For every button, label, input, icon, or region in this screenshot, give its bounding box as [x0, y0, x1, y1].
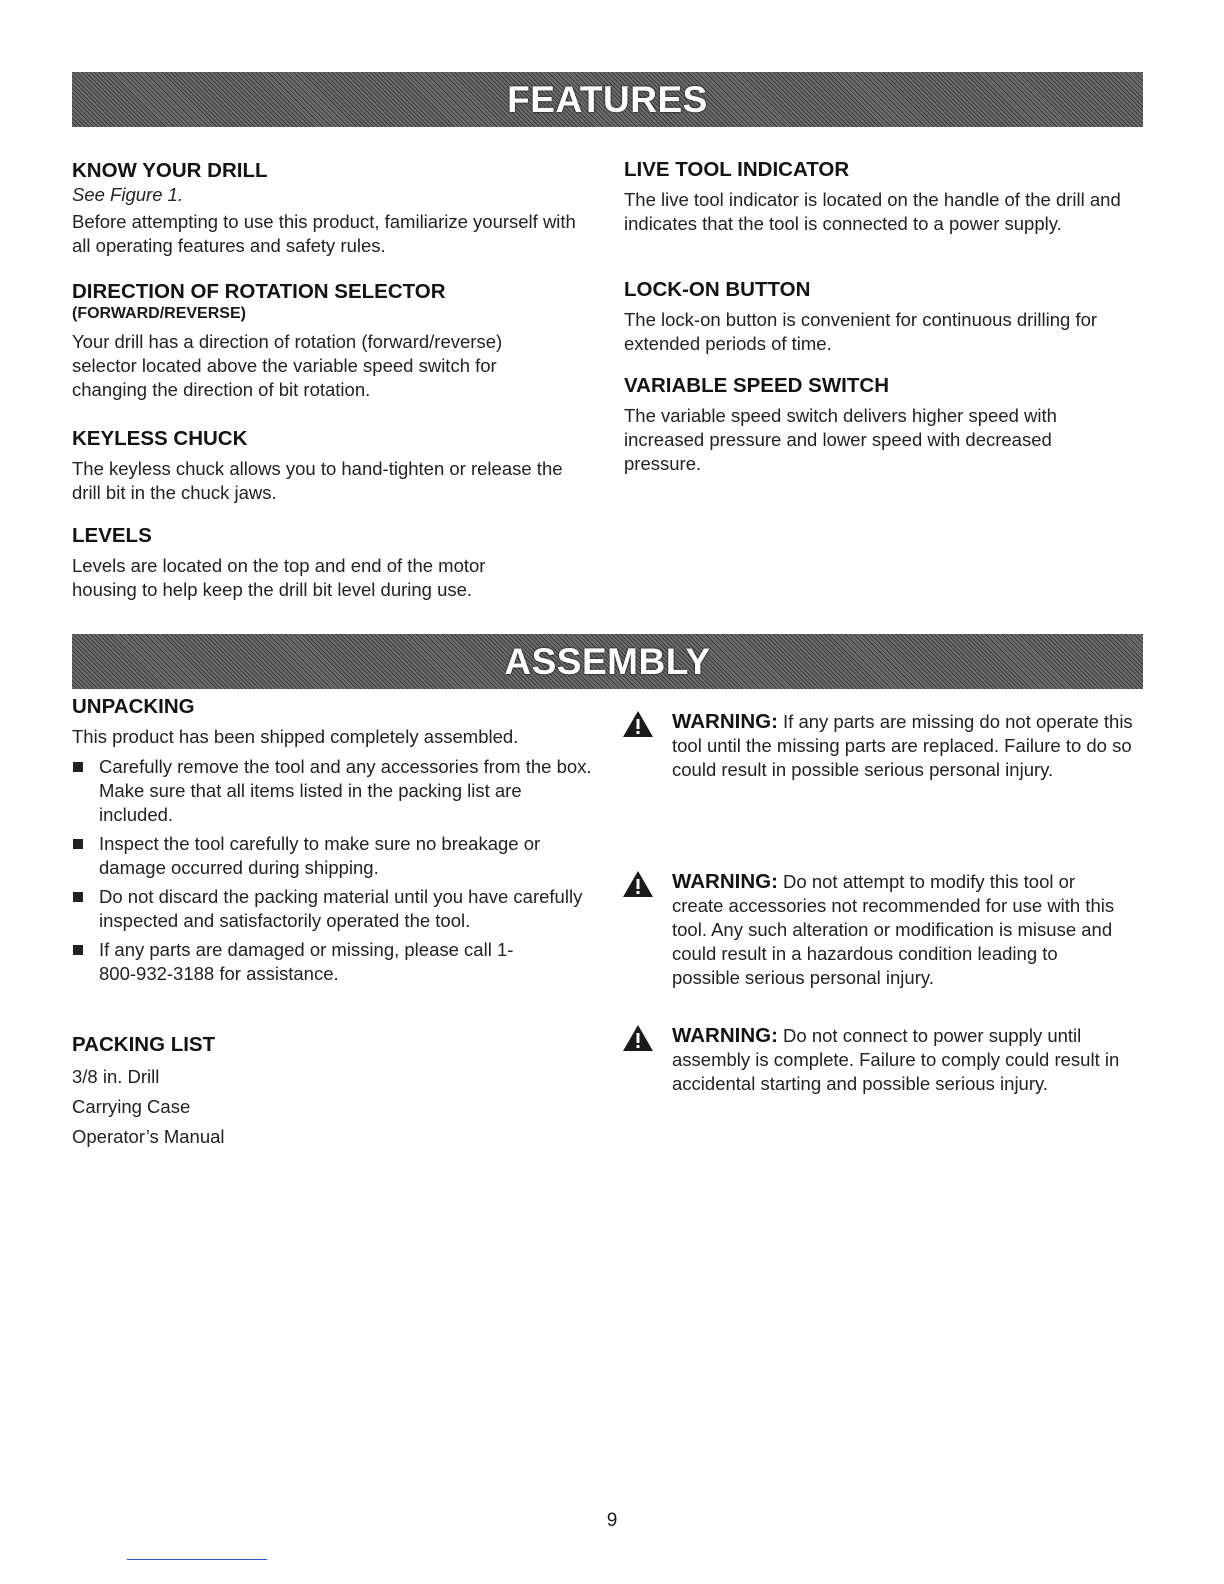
live-tool-indicator-section — [624, 158, 1144, 236]
page-number: 9 — [606, 1510, 618, 1531]
direction-selector-text: Your drill has a direction of rotation (forward/reverse) selector located above the variable speed switch for changing the direction of bit rotation. — [72, 331, 503, 400]
warning-label: WARNING: — [672, 710, 778, 733]
warning-text: Do not connect to power supply until assembly is complete. Failure to comply could result in accidental starting and possible serious injury. — [672, 1025, 1120, 1094]
lock-on-button-section — [624, 278, 1154, 356]
warning-label: WARNING: — [672, 870, 778, 893]
list-item: Carefully remove the tool and any accessories from the box. Make sure that all items listed in the packing list are included. — [72, 755, 597, 827]
live-tool-indicator-text: The live tool indicator is located on the handle of the drill and indicates that the tool is connected to a power supply. — [624, 189, 1121, 234]
know-your-drill-text: Before attempting to use this product, familiarize yourself with all operating features and safety rules. — [72, 211, 576, 256]
warning-text: Do not attempt to modify this tool or create accessories not recommended for use with this tool. Any such alteration or modification is misuse and could result in a hazardous condition leading to possible serious personal injury. — [672, 871, 1115, 988]
direction-selector-section — [72, 280, 592, 402]
unpacking-section — [72, 695, 597, 991]
bullet-square-icon — [73, 839, 83, 849]
keyless-chuck-section — [72, 427, 592, 505]
variable-speed-switch-section — [624, 374, 1144, 476]
packing-list-heading: PACKING LIST — [72, 1033, 216, 1056]
unpacking-text: This product has been shipped completely assembled. — [72, 726, 519, 747]
levels-heading: LEVELS — [72, 524, 152, 547]
levels-section — [72, 524, 592, 602]
assembly-title: ASSEMBLY — [504, 640, 711, 682]
warning-block-2 — [622, 870, 1152, 990]
levels-text: Levels are located on the top and end of the motor housing to help keep the drill bit level during use. — [72, 555, 486, 600]
live-tool-indicator-heading: LIVE TOOL INDICATOR — [624, 158, 850, 181]
packing-list-item: 3/8 in. Drill — [72, 1066, 160, 1087]
list-item: Inspect the tool carefully to make sure no breakage or damage occurred during shipping. — [72, 832, 597, 880]
keyless-chuck-heading: KEYLESS CHUCK — [72, 427, 248, 450]
direction-selector-subheading: (FORWARD/REVERSE) — [72, 305, 246, 322]
unpacking-list — [72, 755, 597, 986]
figure-reference: See Figure 1. — [72, 184, 184, 205]
know-your-drill-heading: KNOW YOUR DRILL — [72, 159, 268, 182]
features-banner — [72, 72, 1143, 127]
warning-text: If any parts are missing do not operate this tool until the missing parts are replaced. Failure to do so could result in possible serious personal injury. — [672, 711, 1133, 780]
warning-block-1 — [622, 710, 1152, 782]
assembly-banner — [72, 634, 1143, 689]
packing-list-item: Carrying Case — [72, 1096, 191, 1117]
list-item: If any parts are damaged or missing, please call 1-800-932-3188 for assistance. — [72, 938, 597, 986]
features-title: FEATURES — [507, 78, 708, 120]
bullet-square-icon — [73, 945, 83, 955]
know-your-drill-section — [72, 159, 592, 258]
warning-block-3 — [622, 1024, 1152, 1096]
warning-triangle-icon — [622, 710, 654, 738]
list-item: Do not discard the packing material until you have carefully inspected and satisfactorily operated the tool. — [72, 885, 597, 933]
keyless-chuck-text: The keyless chuck allows you to hand-tighten or release the drill bit in the chuck jaws. — [72, 458, 563, 503]
bullet-square-icon — [73, 762, 83, 772]
variable-speed-switch-heading: VARIABLE SPEED SWITCH — [624, 374, 889, 397]
direction-selector-heading: DIRECTION OF ROTATION SELECTOR — [72, 280, 446, 303]
warning-label: WARNING: — [672, 1024, 778, 1047]
lock-on-button-heading: LOCK-ON BUTTON — [624, 278, 811, 301]
footer-rule — [127, 1559, 267, 1560]
packing-list-section — [72, 1033, 472, 1149]
warning-triangle-icon — [622, 870, 654, 898]
warning-triangle-icon — [622, 1024, 654, 1052]
packing-list-item: Operator’s Manual — [72, 1126, 225, 1147]
lock-on-button-text: The lock-on button is convenient for continuous drilling for extended periods of time. — [624, 309, 1098, 354]
unpacking-heading: UNPACKING — [72, 695, 195, 718]
variable-speed-switch-text: The variable speed switch delivers higher speed with increased pressure and lower speed with decreased pressure. — [624, 405, 1057, 474]
bullet-square-icon — [73, 892, 83, 902]
